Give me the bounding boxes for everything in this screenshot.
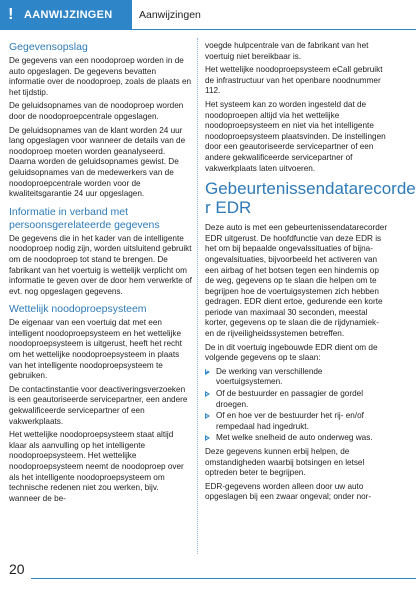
list-item: Of en hoe ver de bestuurder het rij- en/of rempedaal had ingedrukt. (205, 411, 388, 432)
exclamation-icon: ! (8, 6, 14, 23)
list-item: Met welke snelheid de auto onderweg was. (205, 433, 388, 444)
column-divider (197, 38, 198, 554)
edr-data-list (205, 367, 388, 444)
paragraph: Deze auto is met een gebeurtenissendatarecorder EDR uitgerust. De hoofdfunctie van deze EDR is het om bij bepaalde ongevalssituaties of bijna-ongevalsituaties, bijvoorbeeld het activeren van een airbag of het botsen tegen een hindernis op de weg, gegevens op te slaan die helpen om te begrijpen hoe de voertuigsystemen zich hebben gedragen. EDR dient ertoe, gedurende een korte periode van maximaal 30 seconden, meestal korter, gegevens op te slaan die de rijdynamiek- en de rijveiligheidssystemen betreffen. (205, 223, 388, 339)
paragraph: Het wettelijke noodoproepsysteem eCall gebruikt de infrastructuur van het openbare noodnummer 112. (205, 65, 383, 96)
header-rule (132, 29, 416, 30)
paragraph: De contactinstantie voor deactiveringsverzoeken is een geautoriseerde servicepartner, een andere gekwalificeerde servicepartner of een vakwerkplaats. (9, 384, 188, 426)
triangle-bullet-icon (205, 413, 210, 419)
paragraph: Deze gegevens kunnen erbij helpen, de omstandigheden waarbij botsingen en letsel optreden beter te begrijpen. (205, 447, 365, 478)
paragraph: voegde hulpcentrale van de fabrikant van het voertuig niet bereikbaar is. (205, 41, 369, 61)
triangle-bullet-icon (205, 369, 210, 375)
page-number: 20 (9, 561, 25, 577)
paragraph: De eigenaar van een voertuig dat met een intelligent noodoproepsysteem en het wettelijke noodoproepsysteem is uitgerust, heeft het recht om het wettelijke noodoproepsysteem in plaats van het intelligente noodoproepsysteem te gebruiken. (9, 318, 182, 381)
chapter-title: Aanwijzingen (139, 9, 201, 21)
footer-rule (31, 578, 416, 579)
paragraph: De in dit voertuig ingebouwde EDR dient om de volgende gegevens op te slaan: (205, 342, 378, 363)
paragraph: De geluidsopnames van de noodoproep worden door de noodoproepcentrale opgeslagen. (9, 101, 184, 121)
heading-edr-line1: Gebeurtenissendatarecorde (205, 179, 416, 199)
paragraph: Het systeem kan zo worden ingesteld dat de noodoproepen altijd via het wettelijke noodoproepsysteem en niet via het intelligente noodoproepsysteem plaatsvinden. De instellingen door een geautoriseerde servicepartner of een andere gekwalificeerde servicepartner of vakwerkplaats laten uitvoeren. (205, 99, 386, 173)
heading-edr-line2: r EDR (205, 198, 252, 218)
list-item: De werking van verschillende voertuigsystemen. (205, 367, 388, 388)
page-header (0, 0, 416, 32)
heading-gegevensopslag: Gegevensopslag (9, 41, 88, 53)
section-tab (0, 0, 132, 30)
triangle-bullet-icon (205, 435, 210, 441)
heading-edr (205, 179, 416, 218)
triangle-bullet-icon (205, 391, 210, 397)
heading-wettelijk: Wettelijk noodoproepsysteem (9, 303, 147, 316)
list-item: Of de bestuurder en passagier de gordel droegen. (205, 389, 388, 410)
paragraph: De gegevens van een noodoproep worden in de auto opgeslagen. De gegevens bevatten informatie over de noodoproep, zoals de plaats en het tijdstip. (9, 56, 192, 97)
right-column (205, 41, 416, 506)
paragraph: EDR-gegevens worden alleen door uw auto opgeslagen bij een zwaar ongeval; onder nor- (205, 481, 372, 502)
heading-persoonsgegevens: Informatie in verband met persoonsgerelateerde gegevens (9, 205, 160, 231)
paragraph: De geluidsopnames van de klant worden 24 uur lang opgeslagen voor wanneer de details van de noodoproep moeten worden geanalyseerd. Daarna worden de geluidsopnames gewist. De geluidsopnames van de medewerkers van de noodoproepcentrale worden voor de kwaliteitsgarantie 24 uur opgeslagen. (9, 125, 186, 199)
left-column (9, 41, 192, 507)
section-label: AANWIJZINGEN (24, 9, 113, 21)
paragraph: Het wettelijke noodoproepsysteem staat altijd klaar als aanvulling op het intelligente noodoproepsysteem. Het wettelijke noodoproepsysteem neemt de noodoproep over als het intelligente noodoproepsysteem om technische redenen niet zou werken, bijv. wanneer de be- (9, 430, 184, 503)
paragraph: De gegevens die in het kader van de intelligente noodoproep nodig zijn, worden uitsluitend gebruikt om de noodoproep tot stand te brengen. De fabrikant van het voertuig is wettelijk verplicht om informatie te geven over de door hem verwerkte of evt. nog opgeslagen gegevens. (9, 233, 192, 296)
